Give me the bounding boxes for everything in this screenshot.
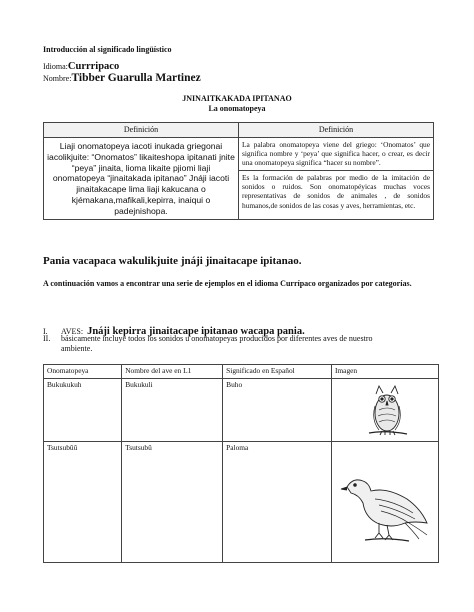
cell-imagen [331,442,438,563]
table-row [44,442,439,563]
document-course-title: Introducción al significado lingüístico [43,45,172,54]
definition-header-1: Definición [44,123,239,138]
owl-icon [335,380,435,438]
idioma-label: Idioma: [43,62,68,71]
aves-title: Jnáji kepirra jinaitacape ipitanao wacapa pania. [87,326,305,337]
col-header-nombre: Nombre del ave en L1 [122,365,223,379]
list-number-1: I. [43,327,48,336]
intro-paragraph: A continuación vamos a encontrar una serie de ejemplos en el idioma Currípaco organizados por categorías. [43,279,412,288]
cell-significado: Buho [223,379,332,442]
idioma-value: Currripaco [67,61,120,72]
definition-spanish-para2: Es la formación de palabras por medio de la imitación de sonidos o ruidos. Son onomatopéyicas muchas voces representativas de sonidos de animales , de sonidos humanos,de sonidos de las cosas y aves, herramientas, etc. [242,173,430,210]
nombre-line [43,68,201,86]
cell-nombre: Bukukuli [122,379,223,442]
section-subtitle: La onomatopeya [208,104,266,113]
col-header-imagen: Imagen [331,365,438,379]
subheading: Pania vacapaca wakulikjuite jnáji jinaitacape ipitanao. [43,255,302,267]
definition-header-2: Definición [239,123,434,138]
definition-curripaco-text: Liaji onomatopeya iacoti inukada griegonai iacolikjuite: “Onomatos” likaiteshopa ipitanati jnite “peya” jinaita, lioma likaite pjiomi liaji onomatopeya “jinaitakada ipitanao” Jnáji iacoti jinaitakacape lima liaji kakucana o kjémakana,mafikali,kepirra, inaiqui o padejnishopa. [44,138,239,220]
definition-spanish-para1: La palabra onomatopeya viene del griego: ‘Onomatos’ que significa nombre y ‘peya’ que significa hacer, o crear, es decir una onomatopeya significa “hacer su nombre”. [242,140,430,168]
nombre-value: Tibber Guarulla Martinez [71,72,201,84]
definition-spanish-cell [239,138,434,220]
nombre-label: Nombre: [43,74,72,83]
col-header-onomatopeya: Onomatopeya [44,365,122,379]
dove-icon [335,443,435,555]
list-item-2-text: básicamente incluye todos los sonidos u onomatopeyas producidos por diferentes aves de nuestro ambiente. [61,334,373,353]
cell-divider [239,170,433,171]
table-row [44,379,439,442]
section-title: JNINAITKAKADA IPITANAO [182,94,292,103]
birds-table [43,364,439,563]
cell-onomatopeya: Tsutsubũũ [44,442,122,563]
aves-prefix: AVES: [61,327,84,336]
cell-nombre: Tsutsubũ [122,442,223,563]
definition-table [43,122,434,220]
cell-significado: Paloma [223,442,332,563]
col-header-significado: Significado en Español [223,365,332,379]
cell-imagen [331,379,438,442]
cell-onomatopeya: Bukukukuh [44,379,122,442]
list-item-2 [43,334,383,354]
list-number-2: II. [43,334,51,343]
